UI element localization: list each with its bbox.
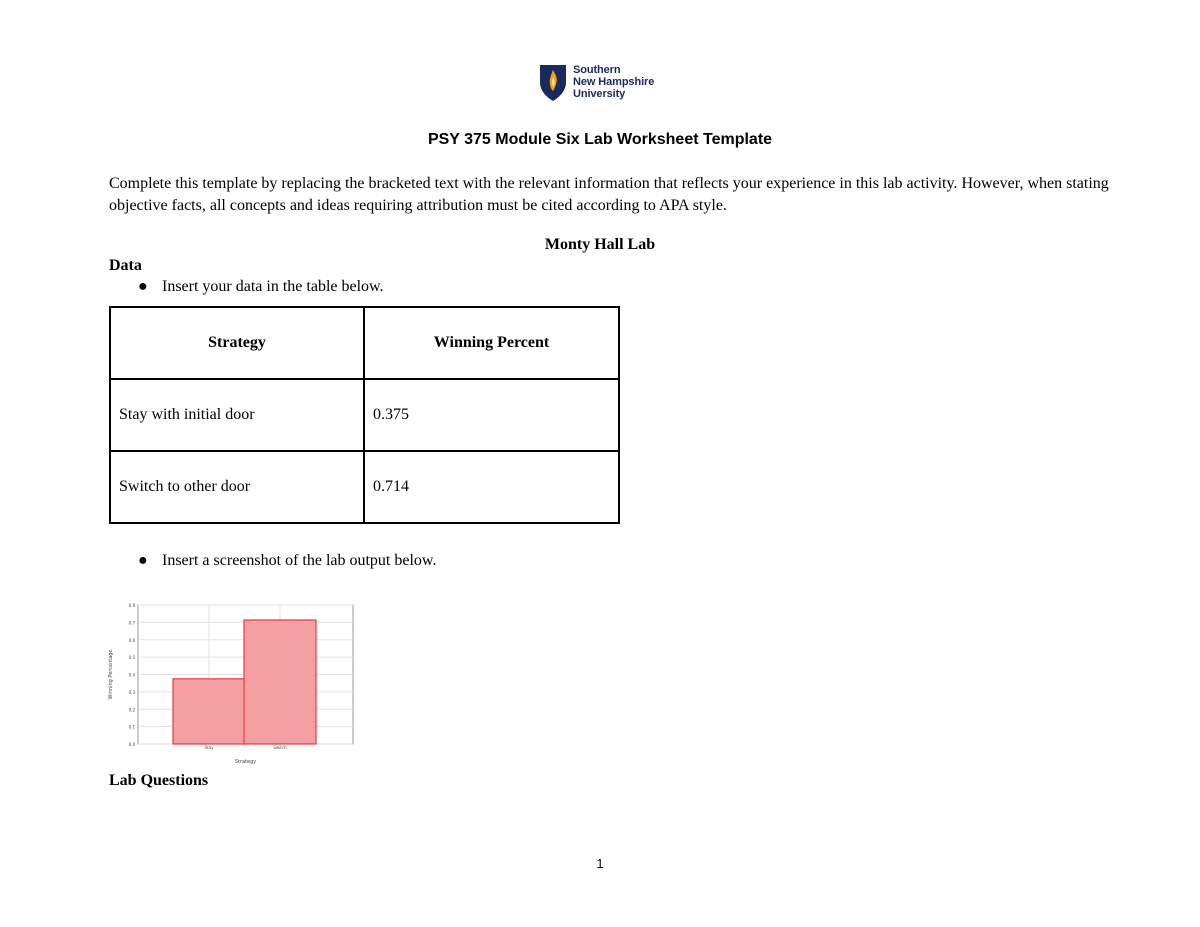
cell-value: 0.714	[364, 451, 619, 523]
lab-output-chart	[100, 598, 360, 770]
y-tick-label: 0.1	[128, 724, 135, 730]
page-number: 1	[596, 856, 604, 871]
university-logo	[539, 64, 654, 102]
intro-paragraph: Complete this template by replacing the bracketed text with the relevant information that reflects your experience in this lab activity. However, when stating objective facts, all concepts and ideas requiring attribution must be cited according to APA style.	[109, 175, 1109, 214]
cell-strategy: Stay with initial door	[110, 379, 364, 451]
y-tick-label: 0.7	[128, 620, 135, 626]
document-title: PSY 375 Module Six Lab Worksheet Template	[427, 131, 773, 148]
table-row	[110, 451, 619, 523]
y-tick-label: 0.0	[128, 742, 135, 747]
table-header-row	[110, 307, 619, 379]
logo-line: Southern	[573, 64, 621, 76]
bullet-text: Insert a screenshot of the lab output below.	[162, 552, 437, 569]
y-axis-label: Winning Percentage	[108, 649, 114, 700]
bar-chart	[100, 598, 360, 770]
y-tick-label: 0.6	[128, 637, 135, 643]
shield-flame-icon	[539, 64, 567, 102]
y-tick-label: 0.8	[128, 603, 135, 608]
data-table	[109, 306, 620, 524]
table-row	[110, 379, 619, 451]
logo-line: University	[573, 88, 626, 100]
bar-stay	[173, 679, 245, 744]
bullet-icon: ●	[138, 552, 148, 569]
bullet-icon: ●	[138, 278, 148, 295]
header-strategy: Strategy	[110, 307, 364, 379]
y-tick-label: 0.4	[128, 672, 135, 678]
logo-wordmark	[573, 64, 654, 100]
bullet-insert-data	[138, 278, 384, 296]
lab-title: Monty Hall Lab	[544, 236, 656, 253]
cell-value: 0.375	[364, 379, 619, 451]
cell-strategy: Switch to other door	[110, 451, 364, 523]
data-heading: Data	[109, 257, 142, 274]
y-tick-label: 0.5	[128, 655, 135, 661]
lab-questions-heading: Lab Questions	[109, 772, 209, 789]
y-tick-label: 0.3	[128, 689, 135, 695]
x-tick-label: Switch	[273, 745, 287, 750]
bullet-text: Insert your data in the table below.	[162, 278, 384, 295]
y-tick-label: 0.2	[128, 707, 135, 713]
x-tick-label: Stay	[204, 745, 214, 750]
x-axis-label: Strategy	[234, 759, 257, 765]
logo-line: New Hampshire	[573, 76, 655, 88]
bullet-insert-screenshot	[138, 552, 436, 570]
bar-switch	[244, 620, 316, 744]
header-winning-percent: Winning Percent	[364, 307, 619, 379]
